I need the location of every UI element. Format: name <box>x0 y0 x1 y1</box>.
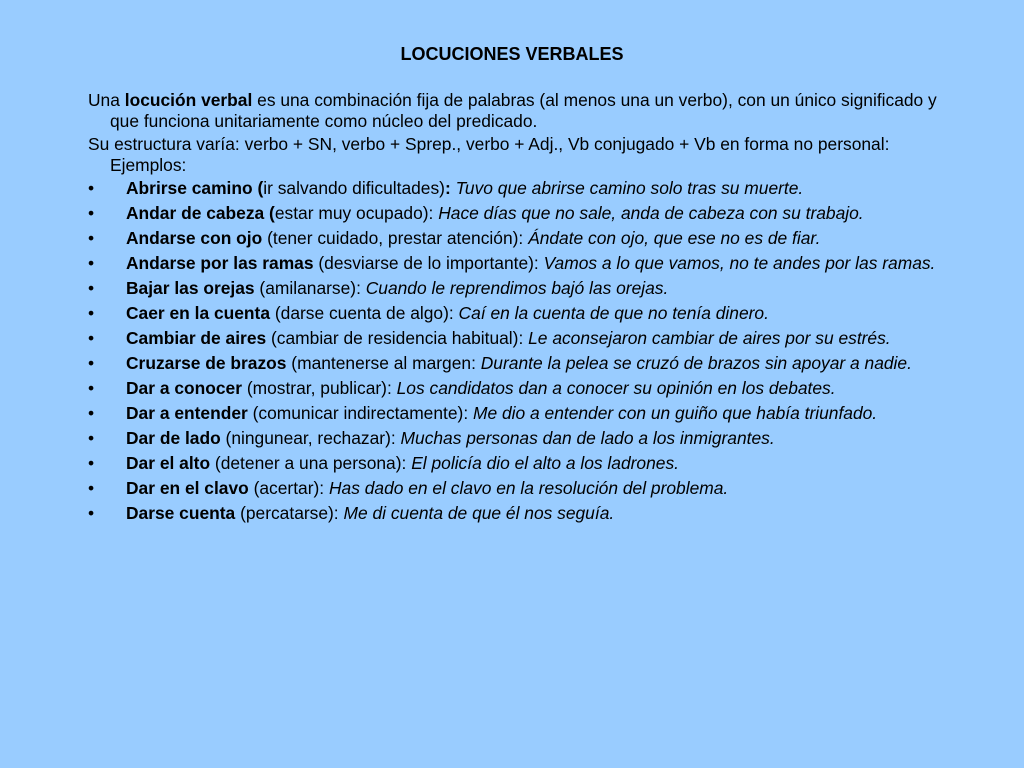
locution-example: Le aconsejaron cambiar de aires por su estrés. <box>528 328 891 348</box>
bullet: • <box>88 228 95 248</box>
locution-meaning: (desviarse de lo importante): <box>313 253 544 273</box>
locution-term: Abrirse camino ( <box>126 178 264 198</box>
locution-example: Muchas personas dan de lado a los inmigrantes. <box>400 428 775 448</box>
page-title: LOCUCIONES VERBALES <box>400 44 624 64</box>
locution-meaning: (percatarse): <box>235 503 344 523</box>
locution-term: Cruzarse de brazos <box>126 353 287 373</box>
locution-term: Cambiar de aires <box>126 328 267 348</box>
definition-pre: Una <box>88 90 125 110</box>
locution-example: Caí en la cuenta de que no tenía dinero. <box>458 303 769 323</box>
bullet: • <box>88 478 95 498</box>
locution-example: El policía dio el alto a los ladrones. <box>411 453 679 473</box>
list-item <box>88 328 958 349</box>
locution-meaning: (cambiar de residencia habitual): <box>266 328 529 348</box>
locution-meaning: (tener cuidado, prestar atención): <box>262 228 529 248</box>
bullet: • <box>88 253 95 273</box>
definition-post: es una combinación fija de palabras (al menos una un verbo), con un único significado y que funciona unitariamente como núcleo del predicado. <box>110 90 937 131</box>
locution-term: Bajar las orejas <box>126 278 255 298</box>
definition-paragraph <box>88 90 958 132</box>
bullet: • <box>88 278 95 298</box>
locution-term: Dar de lado <box>126 428 221 448</box>
locution-term: Darse cuenta <box>126 503 236 523</box>
list-item <box>88 428 958 449</box>
locution-meaning: (detener a una persona): <box>210 453 412 473</box>
bullet: • <box>88 403 95 423</box>
bullet: • <box>88 203 95 223</box>
locution-example: Vamos a lo que vamos, no te andes por las ramas. <box>543 253 936 273</box>
bullet: • <box>88 303 95 323</box>
locution-example: Durante la pelea se cruzó de brazos sin apoyar a nadie. <box>480 353 912 373</box>
list-item <box>88 353 958 374</box>
bullet: • <box>88 328 95 348</box>
bullet: • <box>88 353 95 373</box>
locution-term: Dar a entender <box>126 403 248 423</box>
locution-term: Andarse con ojo <box>126 228 263 248</box>
bullet: • <box>88 178 95 198</box>
list-item <box>88 228 958 249</box>
list-item <box>88 378 958 399</box>
locution-example: Los candidatos dan a conocer su opinión en los debates. <box>396 378 836 398</box>
content <box>88 90 958 528</box>
locution-meaning: (acertar): <box>248 478 329 498</box>
locution-example: Ándate con ojo, que ese no es de fiar. <box>528 228 821 248</box>
locution-term: Andarse por las ramas <box>126 253 314 273</box>
locution-list <box>88 178 958 524</box>
list-item <box>88 278 958 299</box>
list-item <box>88 203 958 224</box>
bullet: • <box>88 428 95 448</box>
locution-term: Dar el alto <box>126 453 211 473</box>
locution-example: Tuvo que abrirse camino solo tras su muerte. <box>455 178 804 198</box>
locution-example: Me dio a entender con un guiño que había triunfado. <box>472 403 878 423</box>
list-item <box>88 403 958 424</box>
locution-separator: : <box>444 178 456 198</box>
bullet: • <box>88 378 95 398</box>
list-item <box>88 303 958 324</box>
structure-paragraph: Su estructura varía: verbo + SN, verbo + Sprep., verbo + Adj., Vb conjugado + Vb en forma no personal: Ejemplos: <box>88 134 890 175</box>
locution-meaning: (darse cuenta de algo): <box>270 303 459 323</box>
locution-meaning: (mostrar, publicar): <box>242 378 397 398</box>
locution-term: Andar de cabeza ( <box>126 203 275 223</box>
list-item <box>88 453 958 474</box>
locution-term: Dar en el clavo <box>126 478 249 498</box>
locution-example: Me di cuenta de que él nos seguía. <box>343 503 615 523</box>
locution-example: Cuando le reprendimos bajó las orejas. <box>365 278 669 298</box>
bullet: • <box>88 453 95 473</box>
list-item <box>88 478 958 499</box>
list-item <box>88 253 958 274</box>
locution-meaning: (mantenerse al margen: <box>286 353 481 373</box>
locution-example: Has dado en el clavo en la resolución del problema. <box>328 478 729 498</box>
locution-meaning: estar muy ocupado): <box>274 203 439 223</box>
definition-term: locución verbal <box>124 90 253 110</box>
locution-meaning: (ningunear, rechazar): <box>220 428 401 448</box>
locution-meaning: (comunicar indirectamente): <box>247 403 473 423</box>
locution-example: Hace días que no sale, anda de cabeza con su trabajo. <box>438 203 864 223</box>
locution-term: Dar a conocer <box>126 378 242 398</box>
locution-meaning: (amilanarse): <box>254 278 366 298</box>
locution-term: Caer en la cuenta <box>126 303 271 323</box>
list-item <box>88 178 958 199</box>
locution-meaning: ir salvando dificultades) <box>263 178 445 198</box>
list-item <box>88 503 958 524</box>
bullet: • <box>88 503 95 523</box>
